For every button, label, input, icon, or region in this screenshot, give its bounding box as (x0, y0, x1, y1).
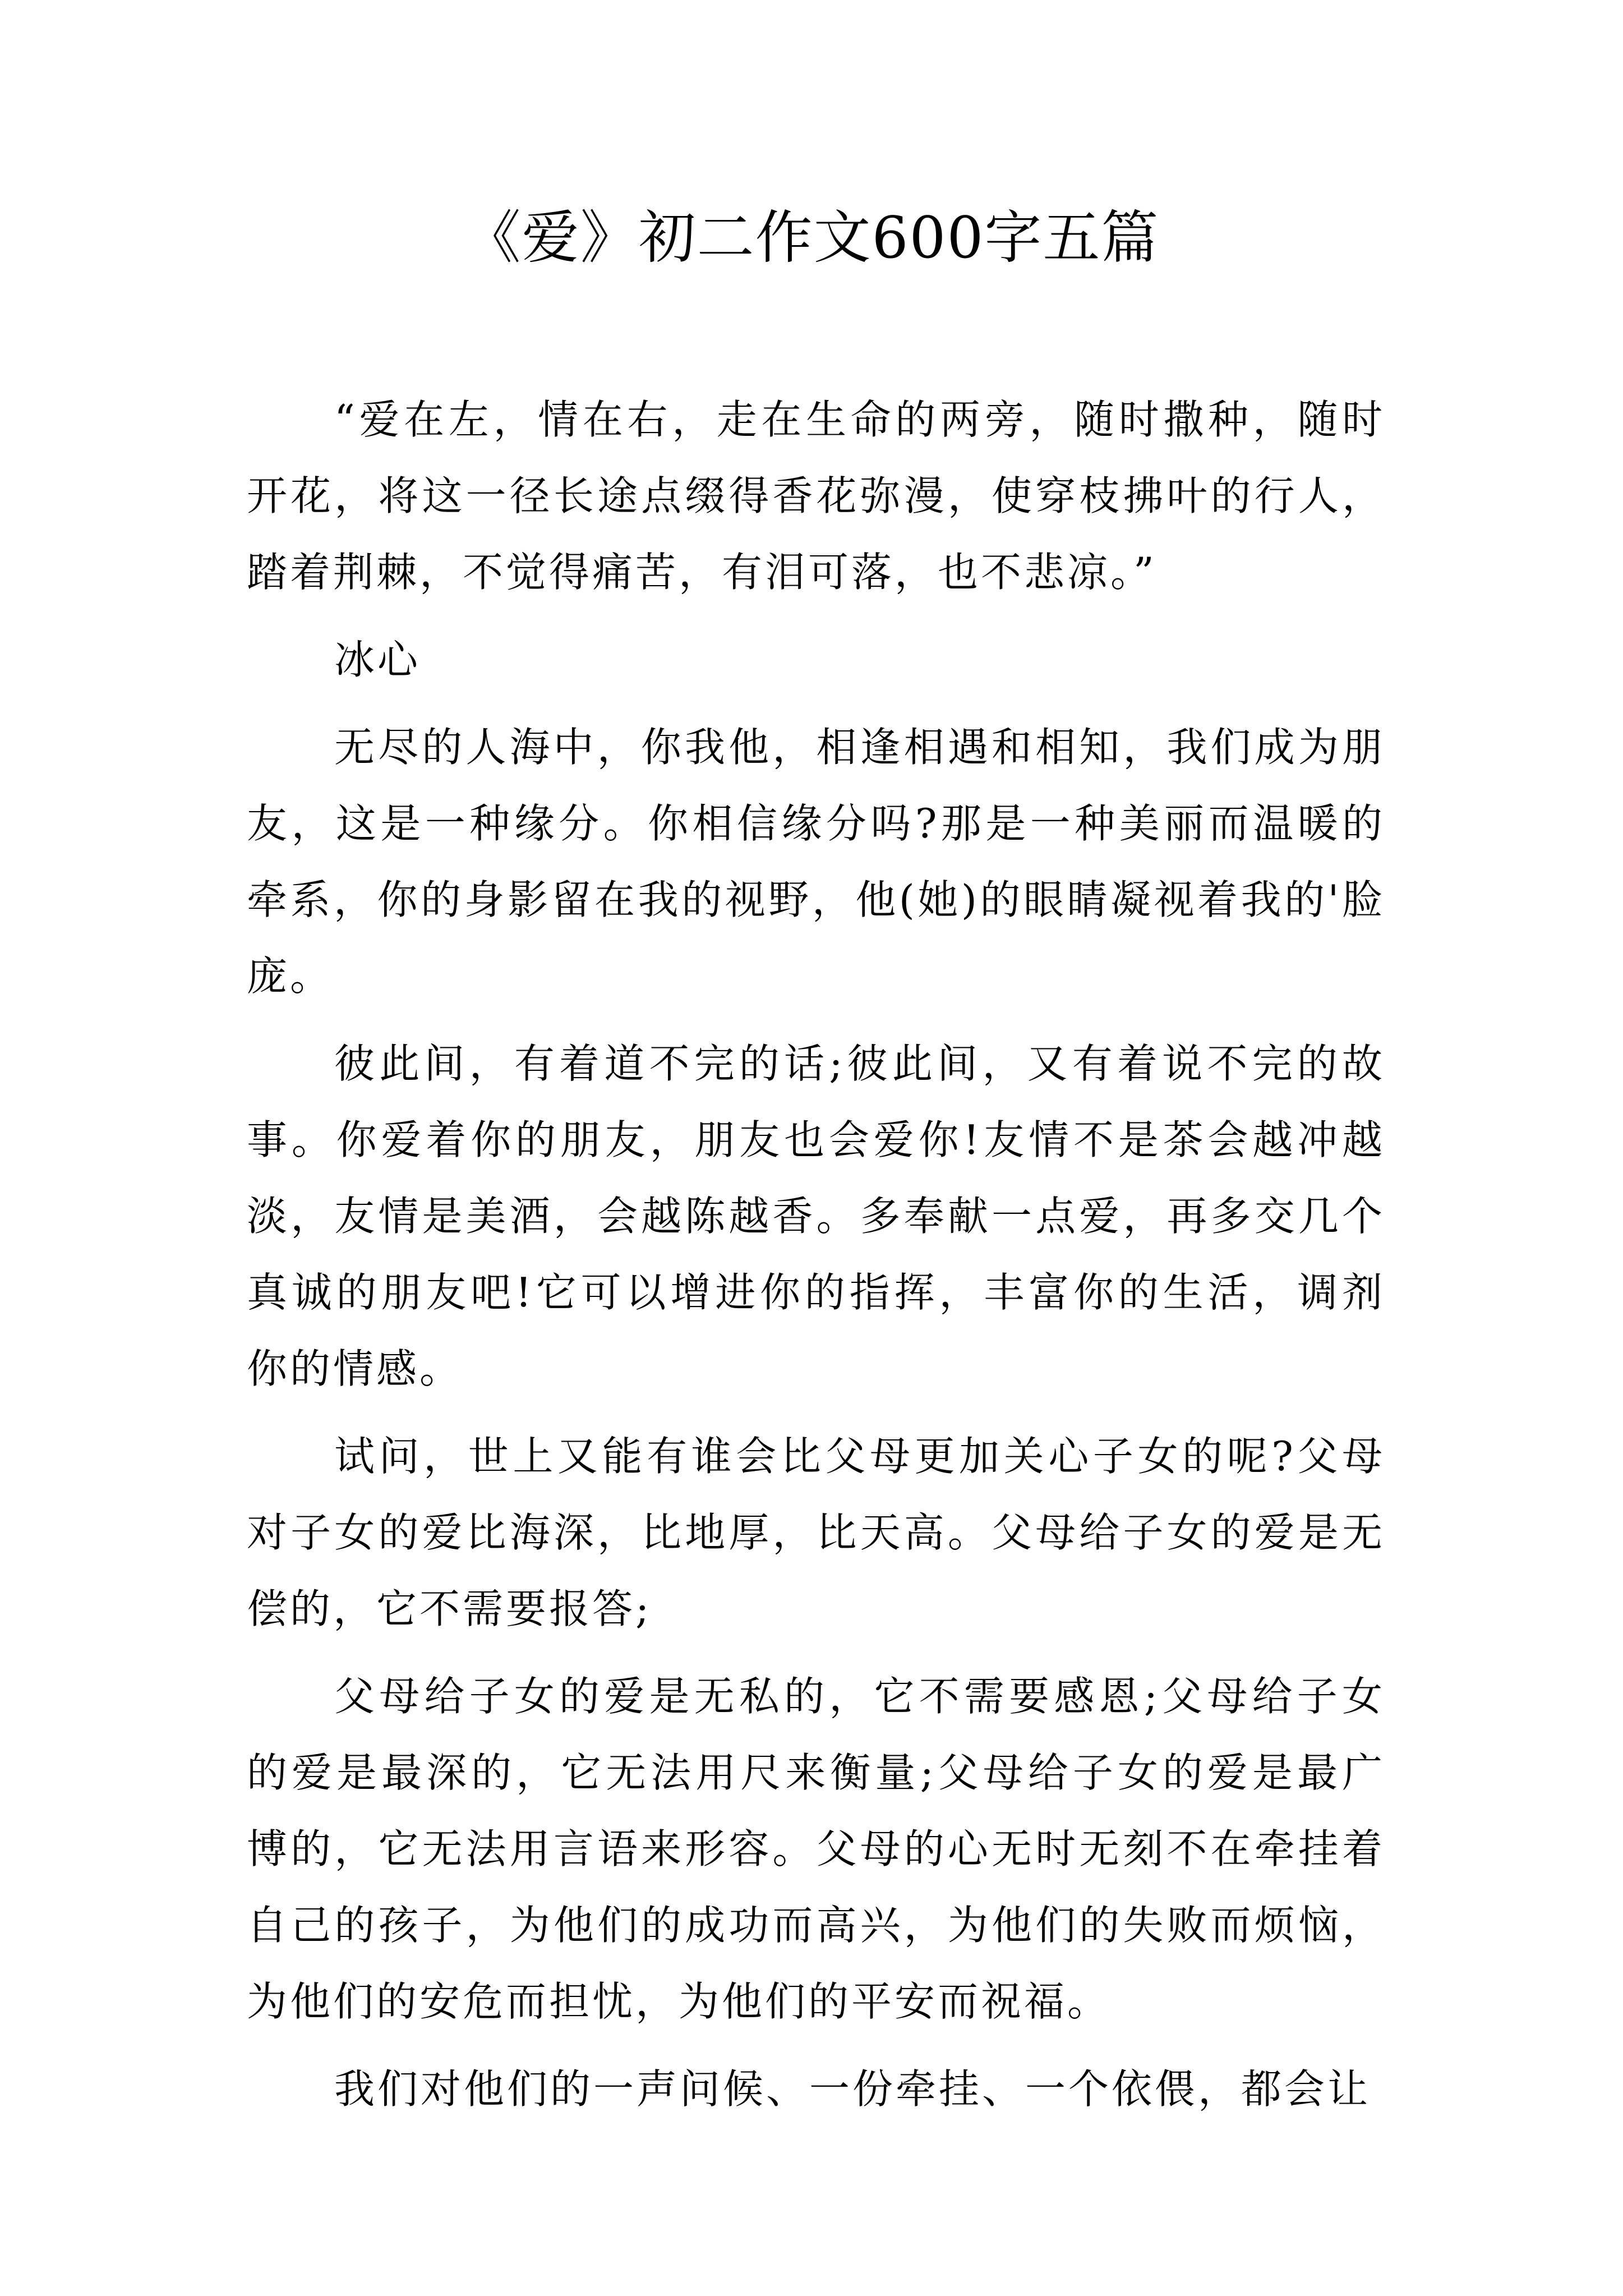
paragraph: 彼此间，有着道不完的话;彼此间，又有着说不完的故事。你爱着你的朋友，朋友也会爱你!友情不是茶会越冲越淡，友情是美酒，会越陈越香。多奉献一点爱，再多交几个真诚的朋友吧!它可以增进你的指挥，丰富你的生活，调剂你的情感。 (247, 1040, 1385, 1392)
paragraph-author: 冰心 (334, 636, 421, 683)
paragraph-quote: “爱在左，情在右，走在生命的两旁，随时撒种，随时开花，将这一径长途点缀得香花弥漫，使穿枝拂叶的行人，踏着荆棘，不觉得痛苦，有泪可落，也不悲凉。” (247, 396, 1385, 596)
document-title: 《爱》初二作文600字五篇 (463, 205, 1160, 272)
paragraph: 试问，世上又能有谁会比父母更加关心子女的呢?父母对子女的爱比海深，比地厚，比天高。父母给子女的爱是无偿的，它不需要报答; (247, 1433, 1385, 1632)
document-body (247, 381, 1385, 2138)
paragraph: 父母给子女的爱是无私的，它不需要感恩;父母给子女的爱是最深的，它无法用尺来衡量;父母给子女的爱是最广博的，它无法用言语来形容。父母的心无时无刻不在牵挂着自己的孩子，为他们的成功而高兴，为他们的失败而烦恼，为他们的安危而担忧，为他们的平安而祝福。 (247, 1673, 1385, 2025)
paragraph: 无尽的人海中，你我他，相逢相遇和相知，我们成为朋友，这是一种缘分。你相信缘分吗?那是一种美丽而温暖的牵系，你的身影留在我的视野，他(她)的眼睛凝视着我的'脸庞。 (247, 724, 1385, 1000)
paragraph: 我们对他们的一声问候、一份牵挂、一个依偎，都会让 (334, 2065, 1371, 2113)
